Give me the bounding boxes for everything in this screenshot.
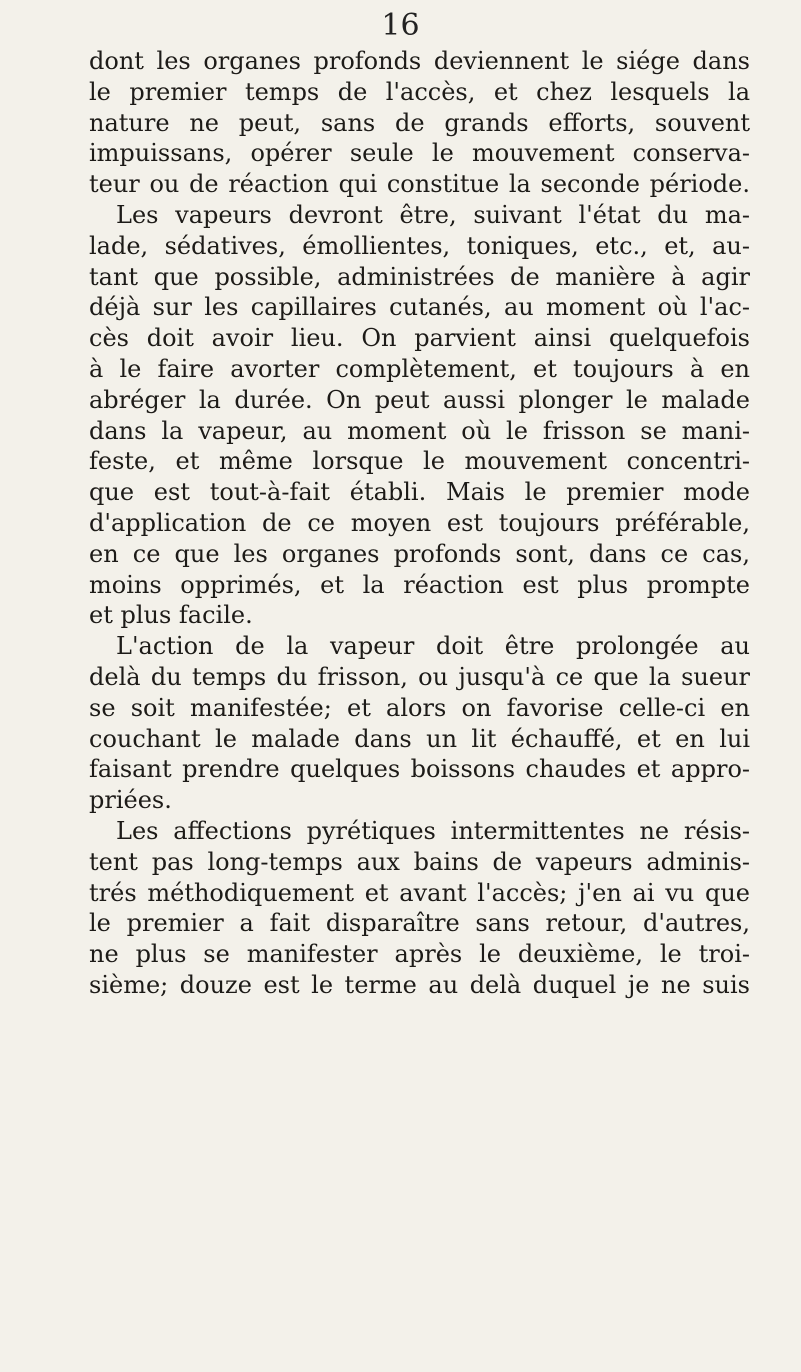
text-line: d'application de ce moyen est toujours préférable, [89, 508, 750, 537]
text-line: en ce que les organes profonds sont, dans ce cas, [89, 539, 750, 568]
text-line: abréger la durée. On peut aussi plonger le malade [89, 385, 750, 414]
text-line: sième; douze est le terme au delà duquel je ne suis [89, 970, 750, 999]
page-number: 16 [381, 8, 420, 43]
text-line: impuissans, opérer seule le mouvement conserva- [89, 139, 750, 168]
text-line: lade, sédatives, émollientes, toniques, etc., et, au- [89, 231, 750, 260]
body-text [89, 46, 750, 1001]
text-line: à le faire avorter complètement, et toujours à en [89, 354, 750, 383]
text-line: déjà sur les capillaires cutanés, au moment où l'ac- [89, 293, 750, 322]
text-line: L'action de la vapeur doit être prolongée au [116, 632, 750, 661]
text-line: cès doit avoir lieu. On parvient ainsi quelquefois [89, 324, 750, 353]
text-line: le premier temps de l'accès, et chez lesquels la [89, 77, 750, 106]
text-line: ne plus se manifester après le deuxième, le troi- [89, 940, 750, 969]
text-line: delà du temps du frisson, ou jusqu'à ce que la sueur [89, 662, 750, 691]
text-line: faisant prendre quelques boissons chaudes et appro- [89, 755, 750, 784]
text-line: Les vapeurs devront être, suivant l'état du ma- [116, 200, 750, 229]
text-line: le premier a fait disparaître sans retour, d'autres, [89, 909, 750, 938]
text-line: teur ou de réaction qui constitue la seconde période. [89, 170, 750, 199]
text-line: tant que possible, administrées de manière à agir [89, 262, 750, 291]
text-line: Les affections pyrétiques intermittentes ne résis- [116, 816, 750, 845]
text-line: et plus facile. [89, 601, 253, 630]
text-line: moins opprimés, et la réaction est plus prompte [89, 570, 750, 599]
text-line: se soit manifestée; et alors on favorise celle-ci en [89, 693, 750, 722]
text-line: priées. [89, 786, 172, 815]
text-line: feste, et même lorsque le mouvement concentri- [89, 447, 750, 476]
text-line: couchant le malade dans un lit échauffé, et en lui [89, 724, 750, 753]
text-line: dans la vapeur, au moment où le frisson se mani- [89, 416, 750, 445]
text-line: nature ne peut, sans de grands efforts, souvent [89, 108, 750, 137]
text-line: que est tout-à-fait établi. Mais le premier mode [89, 478, 750, 507]
text-line: trés méthodiquement et avant l'accès; j'en ai vu que [89, 878, 750, 907]
text-line: dont les organes profonds deviennent le siége dans [89, 47, 750, 75]
text-line: tent pas long-temps aux bains de vapeurs adminis- [89, 847, 750, 876]
